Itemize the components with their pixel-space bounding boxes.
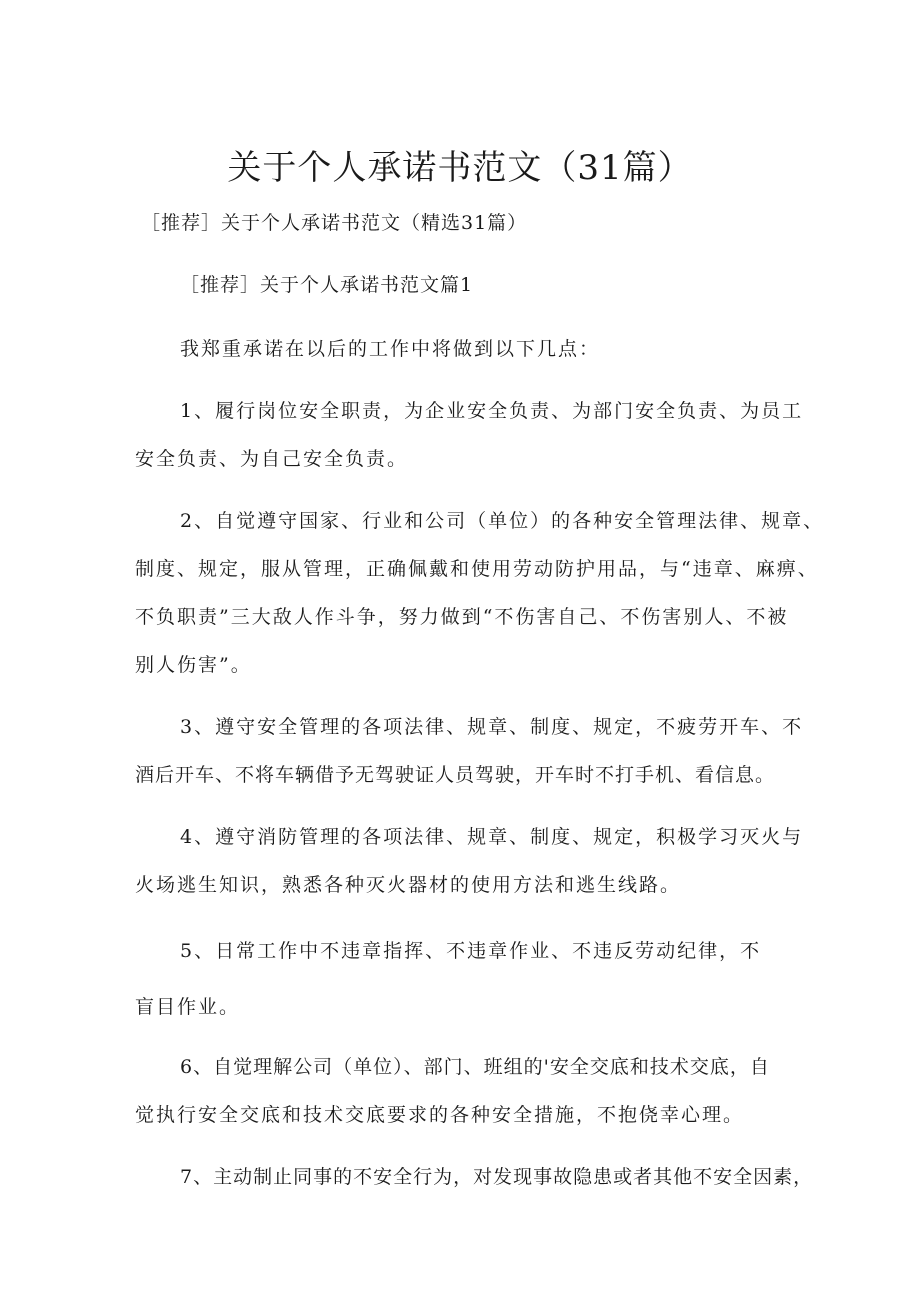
item-2-line-3: 不负职责”三大敌人作斗争，努力做到“不伤害自己、不伤害别人、不被 — [135, 606, 789, 628]
item-3-line-2: 酒后开车、不将车辆借予无驾驶证人员驾驶，开车时不打手机、看信息。 — [135, 764, 776, 786]
item-6-line-2: 觉执行安全交底和技术交底要求的各种安全措施，不抱侥幸心理。 — [135, 1104, 745, 1126]
item-2-line-4: 别人伤害”。 — [135, 654, 252, 676]
section-heading: ［推荐］关于个人承诺书范文篇1 — [180, 274, 474, 296]
item-2-line-1: 2、自觉遵守国家、行业和公司（单位）的各种安全管理法律、规章、 — [180, 510, 825, 532]
item-5-line-1: 5、日常工作中不违章指挥、不违章作业、不违反劳动纪律，不 — [180, 940, 762, 962]
document-subtitle: ［推荐］关于个人承诺书范文（精选31篇） — [141, 212, 528, 234]
item-1-line-1: 1、履行岗位安全职责，为企业安全负责、为部门安全负责、为员工 — [180, 400, 804, 422]
item-5-line-2: 盲目作业。 — [135, 996, 241, 1018]
item-1-line-2: 安全负责、为自己安全负责。 — [135, 448, 409, 470]
item-6-line-1: 6、自觉理解公司（单位）、部门、班组的'安全交底和技术交底，自 — [180, 1056, 770, 1078]
intro-paragraph: 我郑重承诺在以后的工作中将做到以下几点： — [180, 338, 601, 360]
page-title: 关于个人承诺书范文（31篇） — [227, 148, 693, 188]
item-2-line-2: 制度、规定，服从管理，正确佩戴和使用劳动防护用品，与“违章、麻痹、 — [135, 558, 819, 580]
item-7-line-1: 7、主动制止同事的不安全行为，对发现事故隐患或者其他不安全因素， — [180, 1166, 814, 1188]
item-3-line-1: 3、遵守安全管理的各项法律、规章、制度、规定，不疲劳开车、不 — [180, 716, 804, 738]
item-4-line-2: 火场逃生知识，熟悉各种灭火器材的使用方法和逃生线路。 — [135, 874, 682, 896]
item-4-line-1: 4、遵守消防管理的各项法律、规章、制度、规定，积极学习灭火与 — [180, 826, 804, 848]
